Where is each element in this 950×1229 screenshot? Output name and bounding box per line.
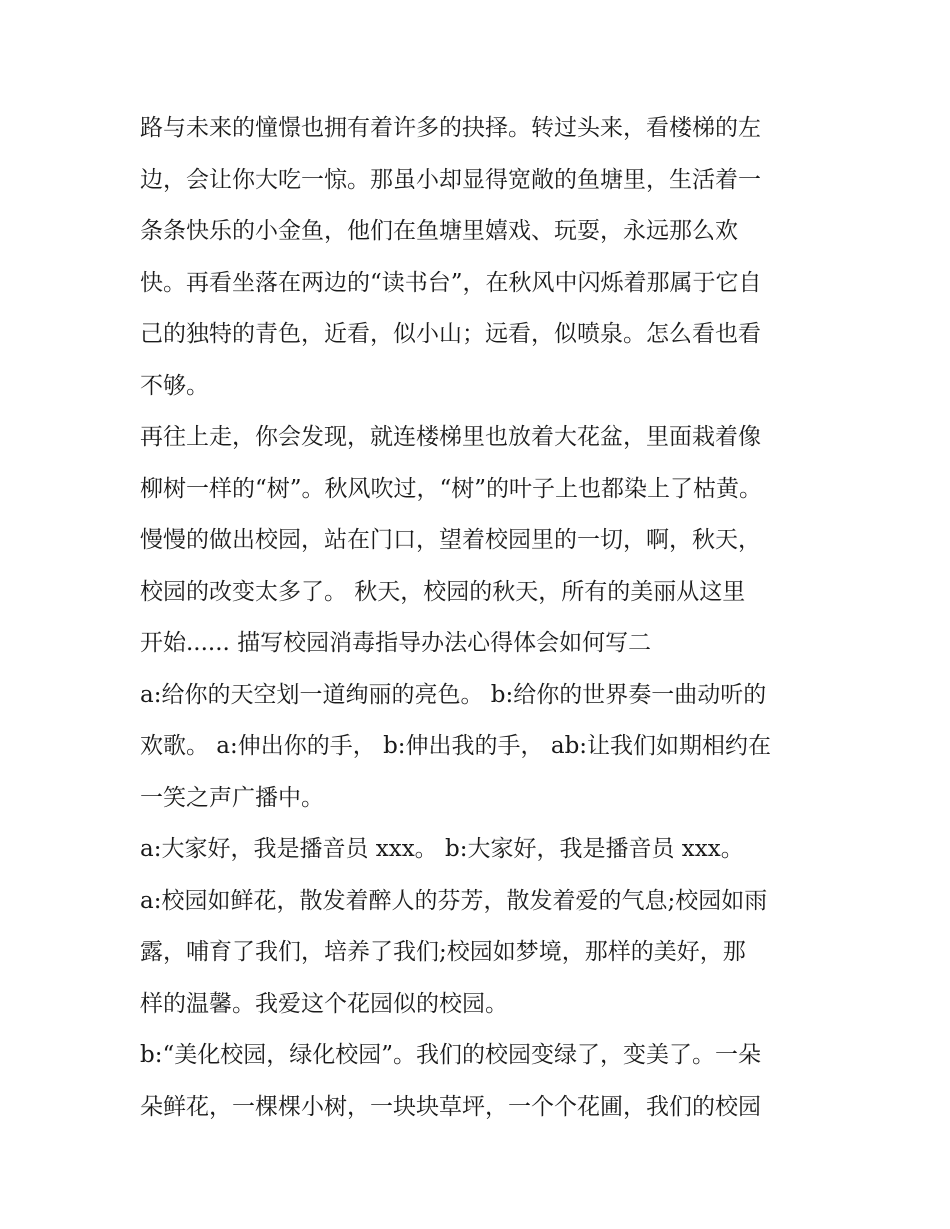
text-line: b:“美化校园，绿化校园”。我们的校园变绿了，变美了。一朵 — [140, 1042, 761, 1068]
text-line: 开始...... 描写校园消毒指导办法心得体会如何写二 — [140, 630, 652, 656]
paragraph-4 — [140, 824, 820, 876]
text-line: 校园的改变太多了。 秋天，校园的秋天，所有的美丽从这里 — [140, 578, 746, 605]
text-line: 条条快乐的小金鱼，他们在鱼塘里嬉戏、玩耍，永远那么欢 — [140, 218, 738, 244]
text-line: 路与未来的憧憬也拥有着许多的抉择。转过头来，看楼梯的左 — [140, 115, 761, 141]
paragraph-3 — [140, 670, 820, 825]
paragraph-5 — [140, 876, 820, 1031]
text-line: 一笑之声广播中。 — [140, 784, 324, 811]
text-line: 慢慢的做出校园，站在门口，望着校园里的一切，啊，秋天， — [140, 527, 761, 553]
text-line: 再往上走，你会发现，就连楼梯里也放着大花盆，里面栽着像 — [140, 424, 761, 450]
text-line: a:校园如鲜花，散发着醉人的芬芳，散发着爱的气息;校园如雨 — [140, 887, 768, 914]
text-line: 快。再看坐落在两边的“读书台”，在秋风中闪烁着那属于它自 — [140, 269, 762, 296]
paragraph-2 — [140, 412, 820, 670]
text-line: 欢歌。 a:伸出你的手， b:伸出我的手， ab:让我们如期相约在 — [140, 733, 772, 759]
text-line: 露，哺育了我们，培养了我们;校园如梦境，那样的美好，那 — [140, 939, 746, 965]
text-line: a:给你的天空划一道绚丽的亮色。 b:给你的世界奏一曲动听的 — [140, 681, 767, 708]
text-line: 柳树一样的“树”。秋风吹过，“树”的叶子上也都染上了枯黄。 — [140, 475, 763, 502]
text-line: 朵鲜花，一棵棵小树，一块块草坪，一个个花圃，我们的校园 — [140, 1093, 761, 1120]
text-line: 己的独特的青色，近看，似小山；远看，似喷泉。怎么看也看 — [140, 321, 761, 347]
text-line: a:大家好，我是播音员 xxx。 b:大家好，我是播音员 xxx。 — [140, 836, 744, 862]
paragraph-6 — [140, 1030, 820, 1133]
text-line: 边，会让你大吃一惊。那虽小却显得宽敞的鱼塘里，生活着一 — [140, 166, 761, 193]
text-line: 不够。 — [140, 372, 209, 399]
document-body — [140, 103, 820, 1133]
text-line: 样的温馨。我爱这个花园似的校园。 — [140, 990, 508, 1017]
paragraph-1 — [140, 103, 820, 412]
